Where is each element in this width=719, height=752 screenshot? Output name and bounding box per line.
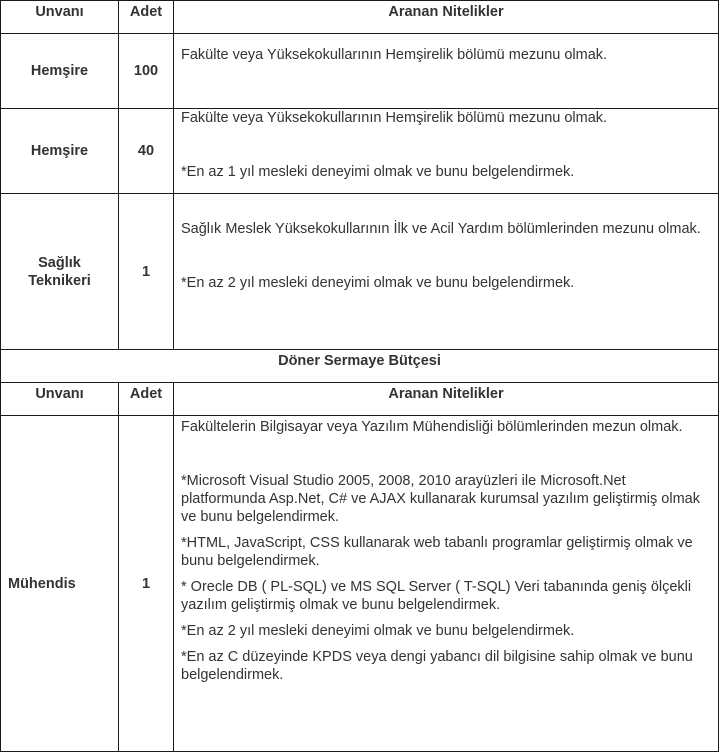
requirement-text: Fakülte veya Yüksekokullarının Hemşirelik bölümü mezunu olmak. <box>181 110 608 126</box>
adet-cell: 1 <box>119 194 174 350</box>
table-row <box>1 416 719 752</box>
table-row <box>1 109 719 194</box>
section-title: Döner Sermaye Bütçesi <box>1 350 719 383</box>
adet-cell: 1 <box>119 416 174 752</box>
requirement-text: Fakülte veya Yüksekokullarının Hemşirelik bölümü mezunu olmak. <box>181 47 608 63</box>
adet-cell: 100 <box>119 34 174 109</box>
requirement-text: *En az 1 yıl mesleki deneyimi olmak ve bunu belgelendirmek. <box>181 164 575 180</box>
header-unvan: Unvanı <box>1 383 119 416</box>
table-row <box>1 194 719 350</box>
requirement-text: Fakültelerin Bilgisayar veya Yazılım Mühendisliği bölümlerinden mezun olmak. <box>181 419 683 435</box>
header-unvan: Unvanı <box>1 1 119 34</box>
unvan-cell: Sağlık Teknikeri <box>1 194 119 350</box>
table-row <box>1 34 719 109</box>
requirement-text: *En az 2 yıl mesleki deneyimi olmak ve bunu belgelendirmek. <box>181 623 575 639</box>
header-nitelikler: Aranan Nitelikler <box>174 383 719 416</box>
nitelikler-cell <box>174 416 719 752</box>
table-header-row <box>1 383 719 416</box>
requirement-text: *En az C düzeyinde KPDS veya dengi yabancı dil bilgisine sahip olmak ve bunu belgelendirmek. <box>181 649 693 683</box>
requirement-text: *En az 2 yıl mesleki deneyimi olmak ve bunu belgelendirmek. <box>181 275 575 291</box>
header-nitelikler: Aranan Nitelikler <box>174 1 719 34</box>
nitelikler-cell <box>174 194 719 350</box>
unvan-cell: Hemşire <box>1 34 119 109</box>
unvan-cell: Hemşire <box>1 109 119 194</box>
requirement-text: *HTML, JavaScript, CSS kullanarak web tabanlı programlar geliştirmiş olmak ve bunu belgelendirmek. <box>181 535 693 569</box>
adet-cell: 40 <box>119 109 174 194</box>
section-title-row <box>1 350 719 383</box>
table-header-row <box>1 1 719 34</box>
unvan-cell: Mühendis <box>1 416 119 752</box>
header-adet: Adet <box>119 1 174 34</box>
requirement-text: *Microsoft Visual Studio 2005, 2008, 2010 arayüzleri ile Microsoft.Net platformunda Asp.Net, C# ve AJAX kullanarak kurumsal yazılım geliştirmiş olmak ve bunu belgelendirmek. <box>181 473 700 525</box>
requirement-text: * Orecle DB ( PL-SQL) ve MS SQL Server ( T-SQL) Veri tabanında geniş ölçekli yazılım geliştirmiş olmak ve bunu belgelendirmek. <box>181 579 692 613</box>
header-adet: Adet <box>119 383 174 416</box>
requirement-text: Sağlık Meslek Yüksekokullarının İlk ve Acil Yardım bölümlerinden mezunu olmak. <box>181 221 701 237</box>
nitelikler-cell <box>174 34 719 109</box>
nitelikler-cell <box>174 109 719 194</box>
